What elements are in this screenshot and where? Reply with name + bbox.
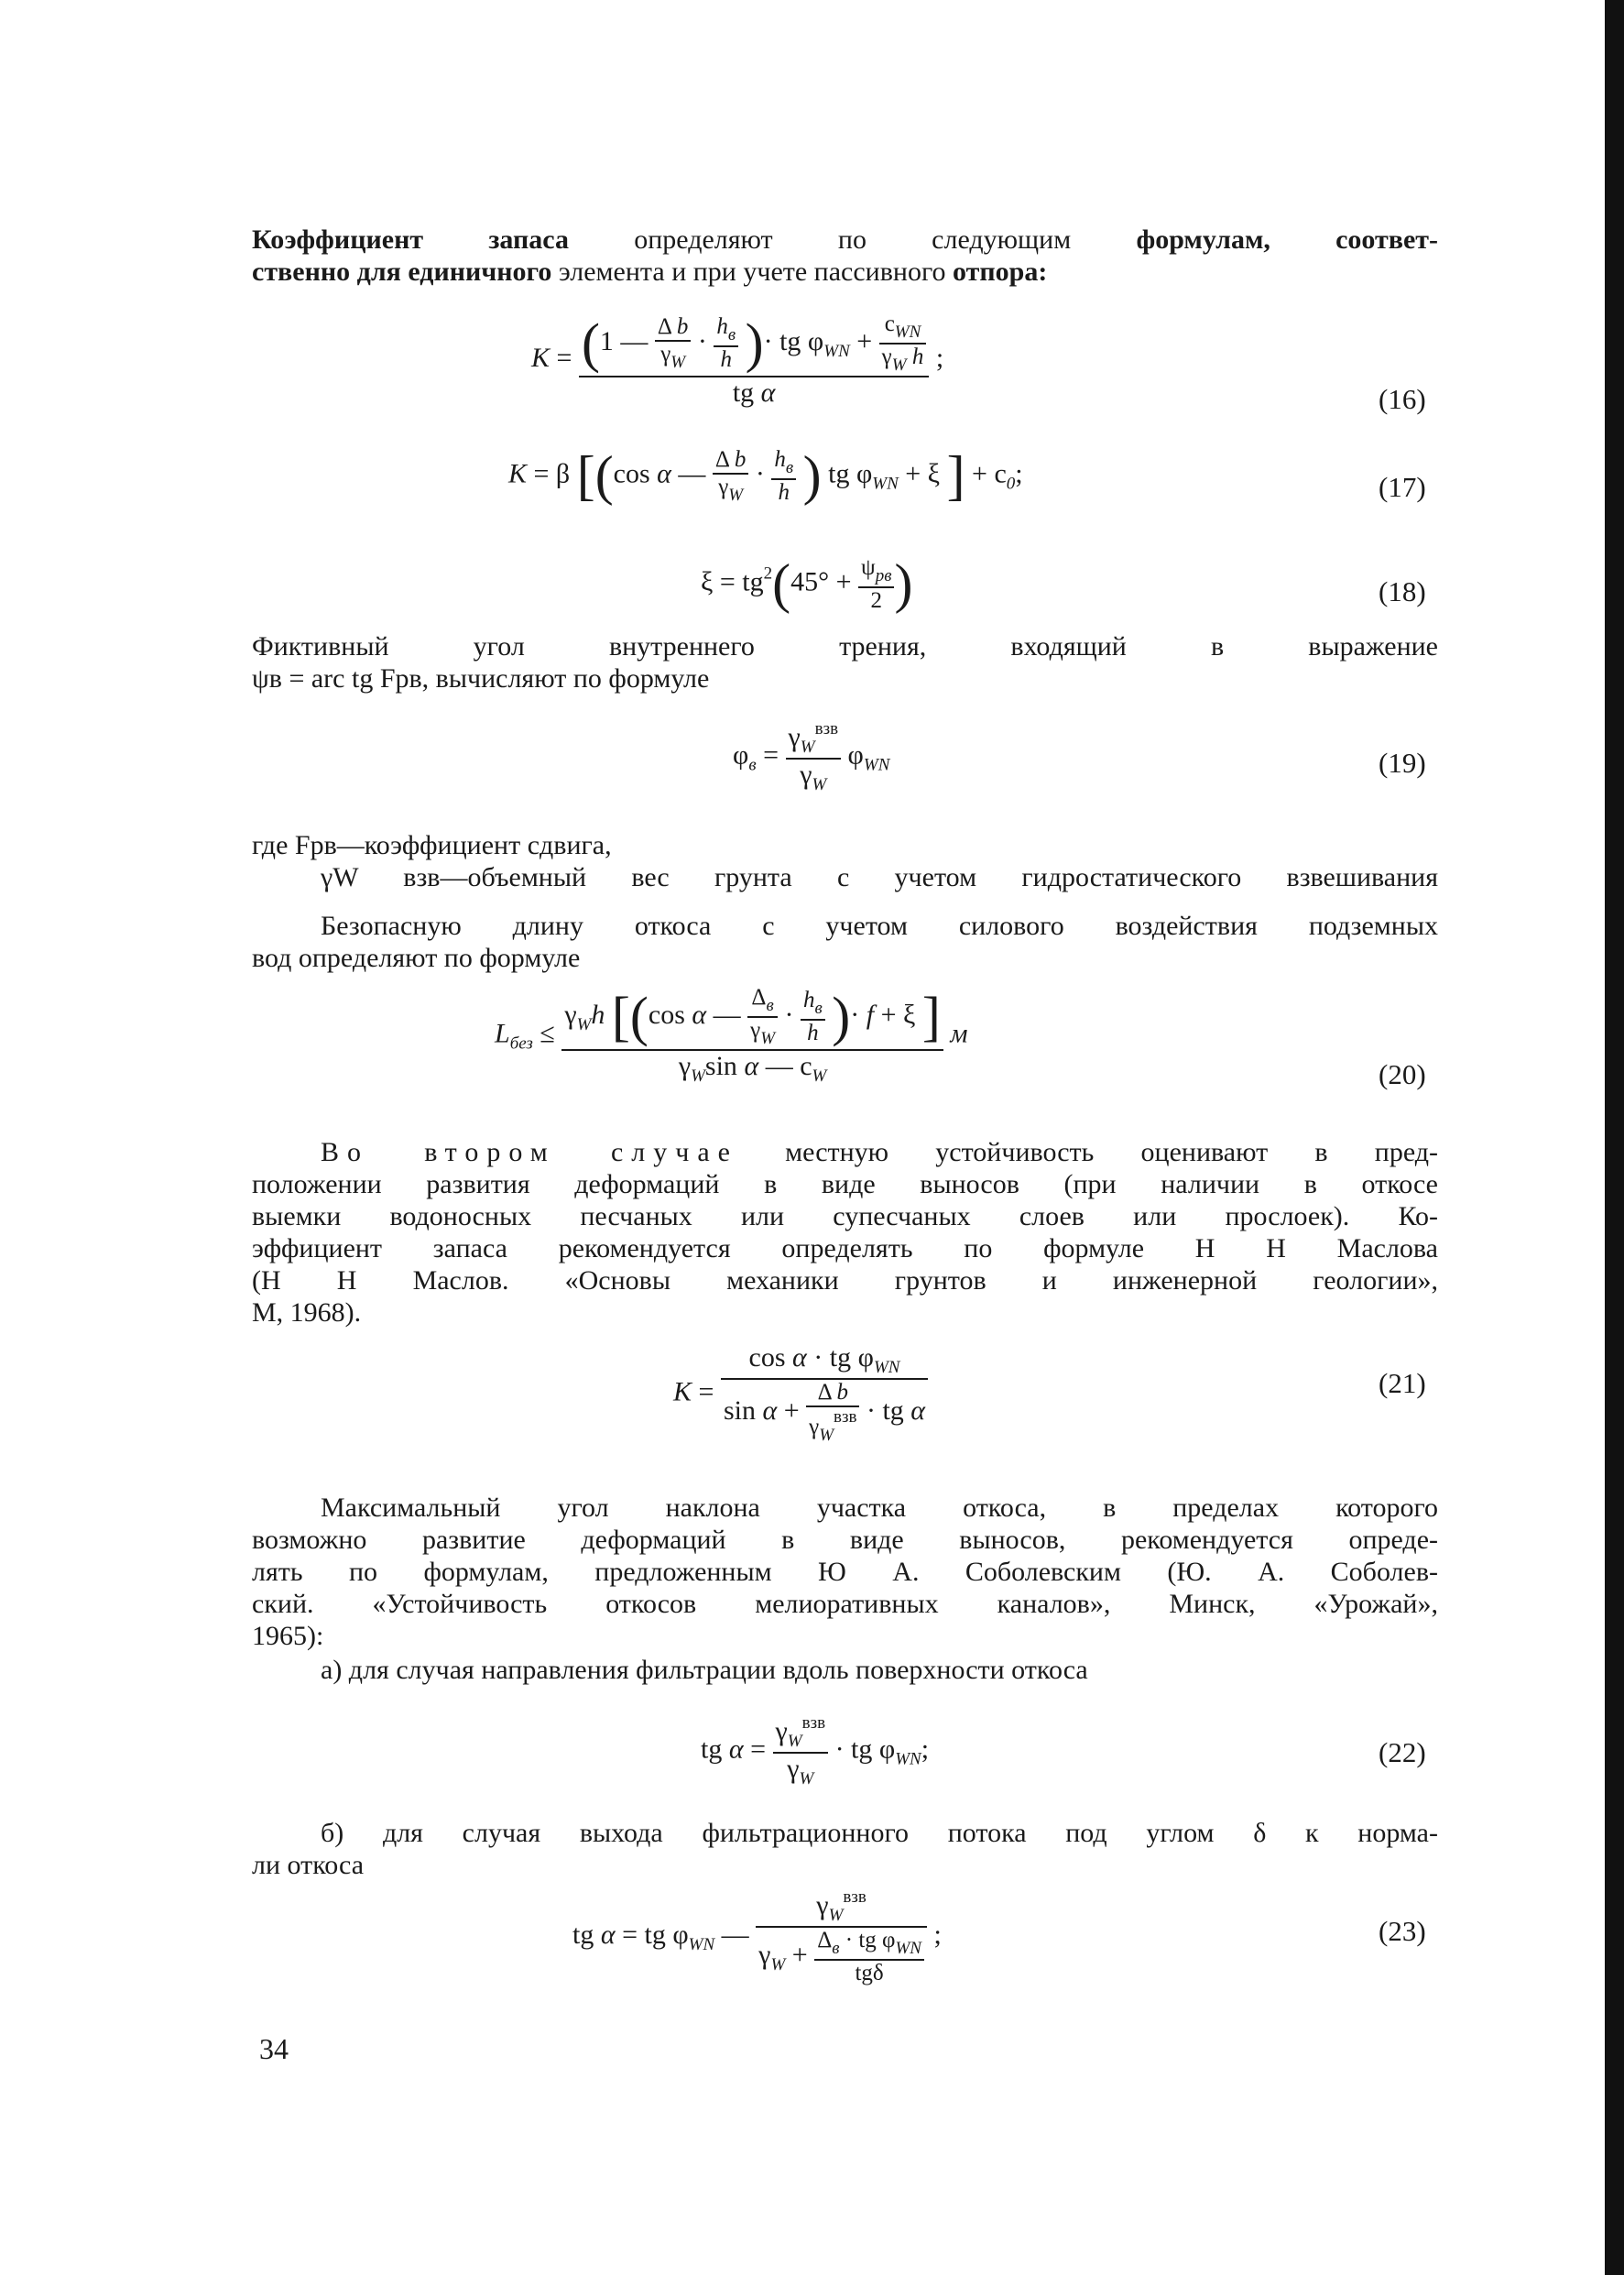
scan-edge-shadow [1605,0,1624,2275]
formula-23: tg α = tg $\varphi_{WN}$ — $\gamma_W^{взв}$ $\gamma_W$ + $\frac{\Delta_в \cdot tg \varphi_{WN}}{\text{tgδ}}$ ; [572,1887,942,1985]
safe-length-paragraph: Безопасную длину откоса с учетом силового воздействия подземных вод определяют по формуле [252,911,1438,973]
formula-21: K = cos α · tg $\varphi_{WN}$ sin α + $\frac{\text{Δ b}}{\gamma_W^{взв}}$ · tg α [673,1342,928,1446]
second-case-paragraph: Во втором случае местную устойчивость оценивают в пред- положении развития деформаций в виде выносов (при наличии в откосе выемки водоносных песчаных или супесчаных слоев или прослоек). Ко- эффициент запаса рекомендуется определять по формуле Н Н Маслова (Н Н Маслов. «Основы механики грунтов и инженерной геологии», М, 1968). [252,1137,1438,1328]
case-a-paragraph: а) для случая направления фильтрации вдоль поверхности откоса [321,1655,1088,1685]
formula-18: $\xi = tg^2(45^\circ$ + $\frac{\psi_{рв}}{2}$ ) [701,553,913,614]
case-b-paragraph: б) для случая выхода фильтрационного потока под углом δ к норма- ли откоса [252,1818,1438,1880]
formula-22: tg α = $\frac{\gamma_W^{взв}}{\gamma_W}$ · tg $\varphi_{WN}$; [701,1713,930,1788]
equation-number-21: (21) [1379,1367,1426,1399]
formula-17: K = β [(cos α — $\frac{\text{Δ b}}{\gamma_W}$ · $\frac{h_в}{h}$ ) tg $\varphi_{WN} + \xi$ ] + $c_0$; [508,445,1023,506]
equation-number-18: (18) [1379,575,1426,607]
page-number: 34 [259,2032,289,2065]
fictive-angle-paragraph: Фиктивный угол внутреннего трения, входящий в выражение ψв = arc tg Fрв, вычисляют по формуле [252,631,1438,694]
equation-number-17: (17) [1379,471,1426,503]
equation-number-16: (16) [1379,383,1426,415]
intro-term: Коэффициент запаса [252,224,569,255]
equation-number-19: (19) [1379,747,1426,779]
equation-number-20: (20) [1379,1058,1426,1090]
formula-16: K = (1 — $\frac{\text{Δ b}}{\gamma_W}$ · $\frac{h_в}{h}$ )· tg $\varphi_{WN}$ + $\frac{c_{WN}}{\gamma_W h}$ tg α ; [531,312,944,408]
definitions-paragraph: где Fрв—коэффициент сдвига, γW взв—объемный вес грунта с учетом гидростатического взвешивания [252,830,1438,892]
equation-number-22: (22) [1379,1736,1426,1768]
formula-19: $\varphi_в$ = $\frac{\gamma_W^{взв}}{\gamma_W}$ $\varphi_{WN}$ [733,719,890,794]
intro-paragraph: Коэффициент запаса определяют по следующим формулам, соответ- ственно для единичного элемента и при учете пассивного отпора: [252,224,1439,287]
max-angle-paragraph: Максимальный угол наклона участка откоса, в пределах которого возможно развитие деформаций в виде выносов, рекомендуется опреде- лять по формулам, предложенным Ю А. Соболевским (Ю. А. Соболев- ский. «Устойчивость откосов мелиоративных каналов», Минск, «Урожай», 1965): [252,1493,1438,1651]
formula-20: $L_{без}$ ≤ $\gamma_Wh$ [(cos α — $\frac{\Delta_в}{\gamma_W}$ · $\frac{h_в}{h}$ )· f + ξ ] $\gamma_W\sin$ α — $c_W$ м [495,985,968,1086]
equation-number-23: (23) [1379,1915,1426,1947]
